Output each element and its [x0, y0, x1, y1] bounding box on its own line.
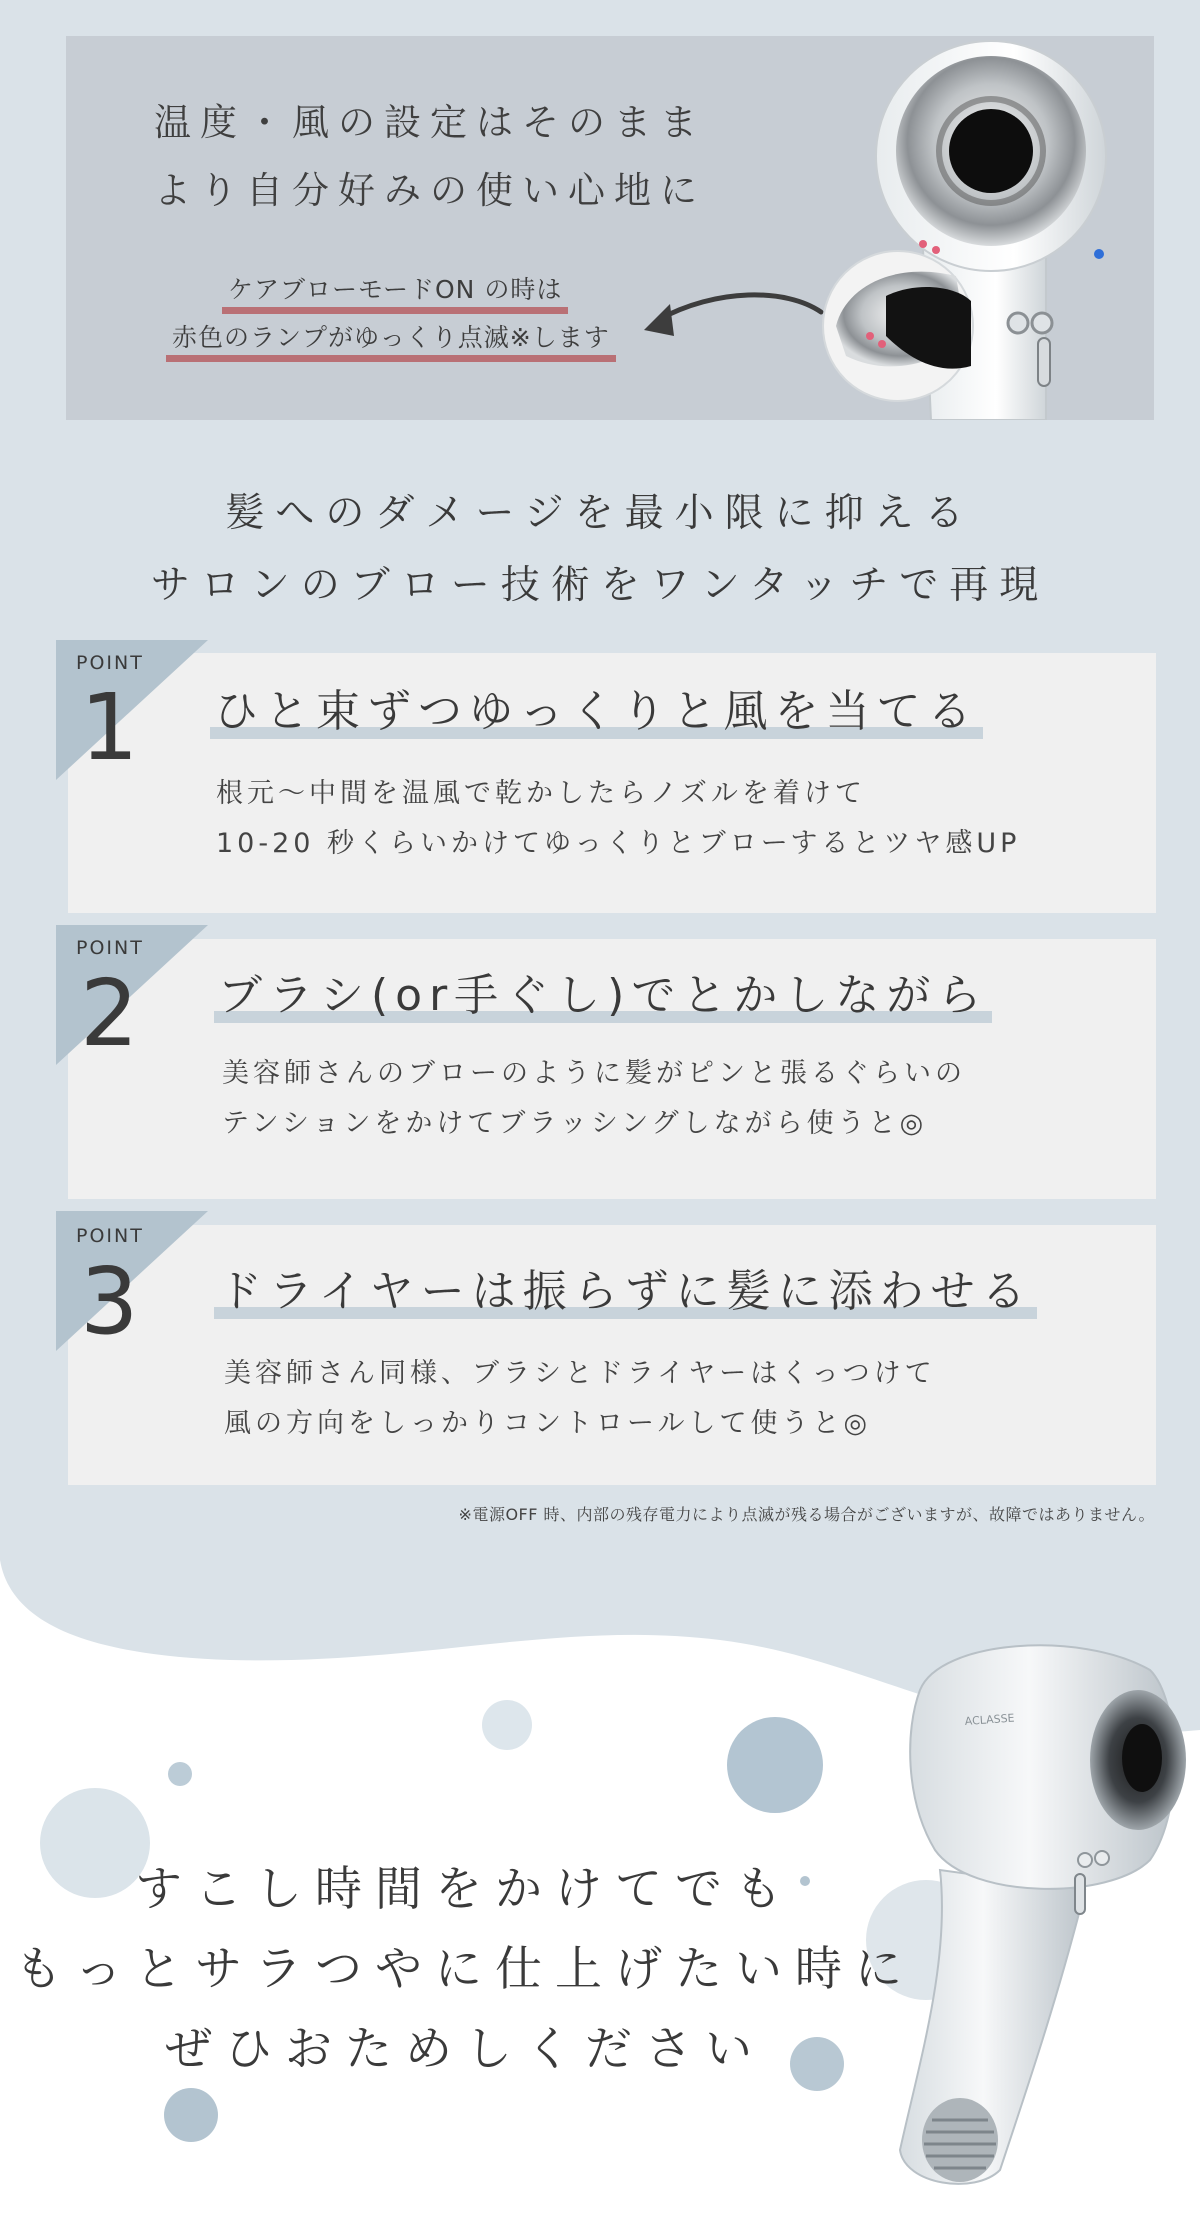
- closing-line-3: ぜひおためしください: [165, 2022, 765, 2077]
- point-card-3: [68, 1225, 1156, 1485]
- point-title-2: ブラシ(or手ぐし)でとかしながら: [214, 970, 992, 1023]
- headline-line-2: サロンのブロー技術をワンタッチで再現: [150, 563, 1050, 608]
- point-body-1-line-2: 10-20 秒くらいかけてゆっくりとブローするとツヤ感UP: [216, 828, 1021, 859]
- point-body-2-line-1: 美容師さんのブローのように髪がピンと張るぐらいの: [222, 1058, 966, 1089]
- banner-line-2: より自分好みの使い心地に: [154, 169, 706, 212]
- point-number-2: 2: [80, 960, 139, 1067]
- point-label-2: POINT: [76, 937, 144, 959]
- top-banner: [66, 36, 1154, 420]
- point-body-3-line-2: 風の方向をしっかりコントロールして使うと◎: [224, 1408, 872, 1439]
- point-body-2-line-2: テンションをかけてブラッシングしながら使うと◎: [222, 1108, 928, 1139]
- bubble-decoration: [164, 2088, 218, 2142]
- dryer-closeup-illustration: [716, 36, 1154, 420]
- point-title-3: ドライヤーは振らずに髪に添わせる: [214, 1266, 1037, 1319]
- lamp-note-line-2: 赤色のランプがゆっくり点滅※します: [166, 324, 616, 362]
- hair-dryer-product-image: [880, 1630, 1190, 2200]
- footnote: ※電源OFF 時、内部の残存電力により点滅が残る場合がございますが、故障ではありません。: [458, 1505, 1155, 1524]
- point-number-3: 3: [80, 1248, 139, 1355]
- bubble-decoration: [168, 1762, 192, 1786]
- point-label-3: POINT: [76, 1225, 144, 1247]
- point-number-1: 1: [80, 674, 139, 781]
- lamp-note-line-1: ケアブローモードON の時は: [222, 276, 568, 314]
- closing-line-1: すこし時間をかけてでも: [135, 1862, 795, 1917]
- headline-line-1: 髪へのダメージを最小限に抑える: [225, 491, 975, 536]
- brand-logo-text: ACLASSE: [964, 1711, 1015, 1728]
- point-label-1: POINT: [76, 652, 144, 674]
- point-body-1-line-1: 根元～中間を温風で乾かしたらノズルを着けて: [216, 778, 866, 809]
- point-body-3-line-1: 美容師さん同様、ブラシとドライヤーはくっつけて: [224, 1358, 936, 1389]
- closing-line-2: もっとサラつやに仕上げたい時に: [15, 1942, 915, 1997]
- bubble-decoration: [482, 1700, 532, 1750]
- bubble-decoration: [727, 1717, 823, 1813]
- point-title-1: ひと束ずつゆっくりと風を当てる: [210, 686, 983, 739]
- banner-line-1: 温度・風の設定はそのまま: [154, 101, 706, 144]
